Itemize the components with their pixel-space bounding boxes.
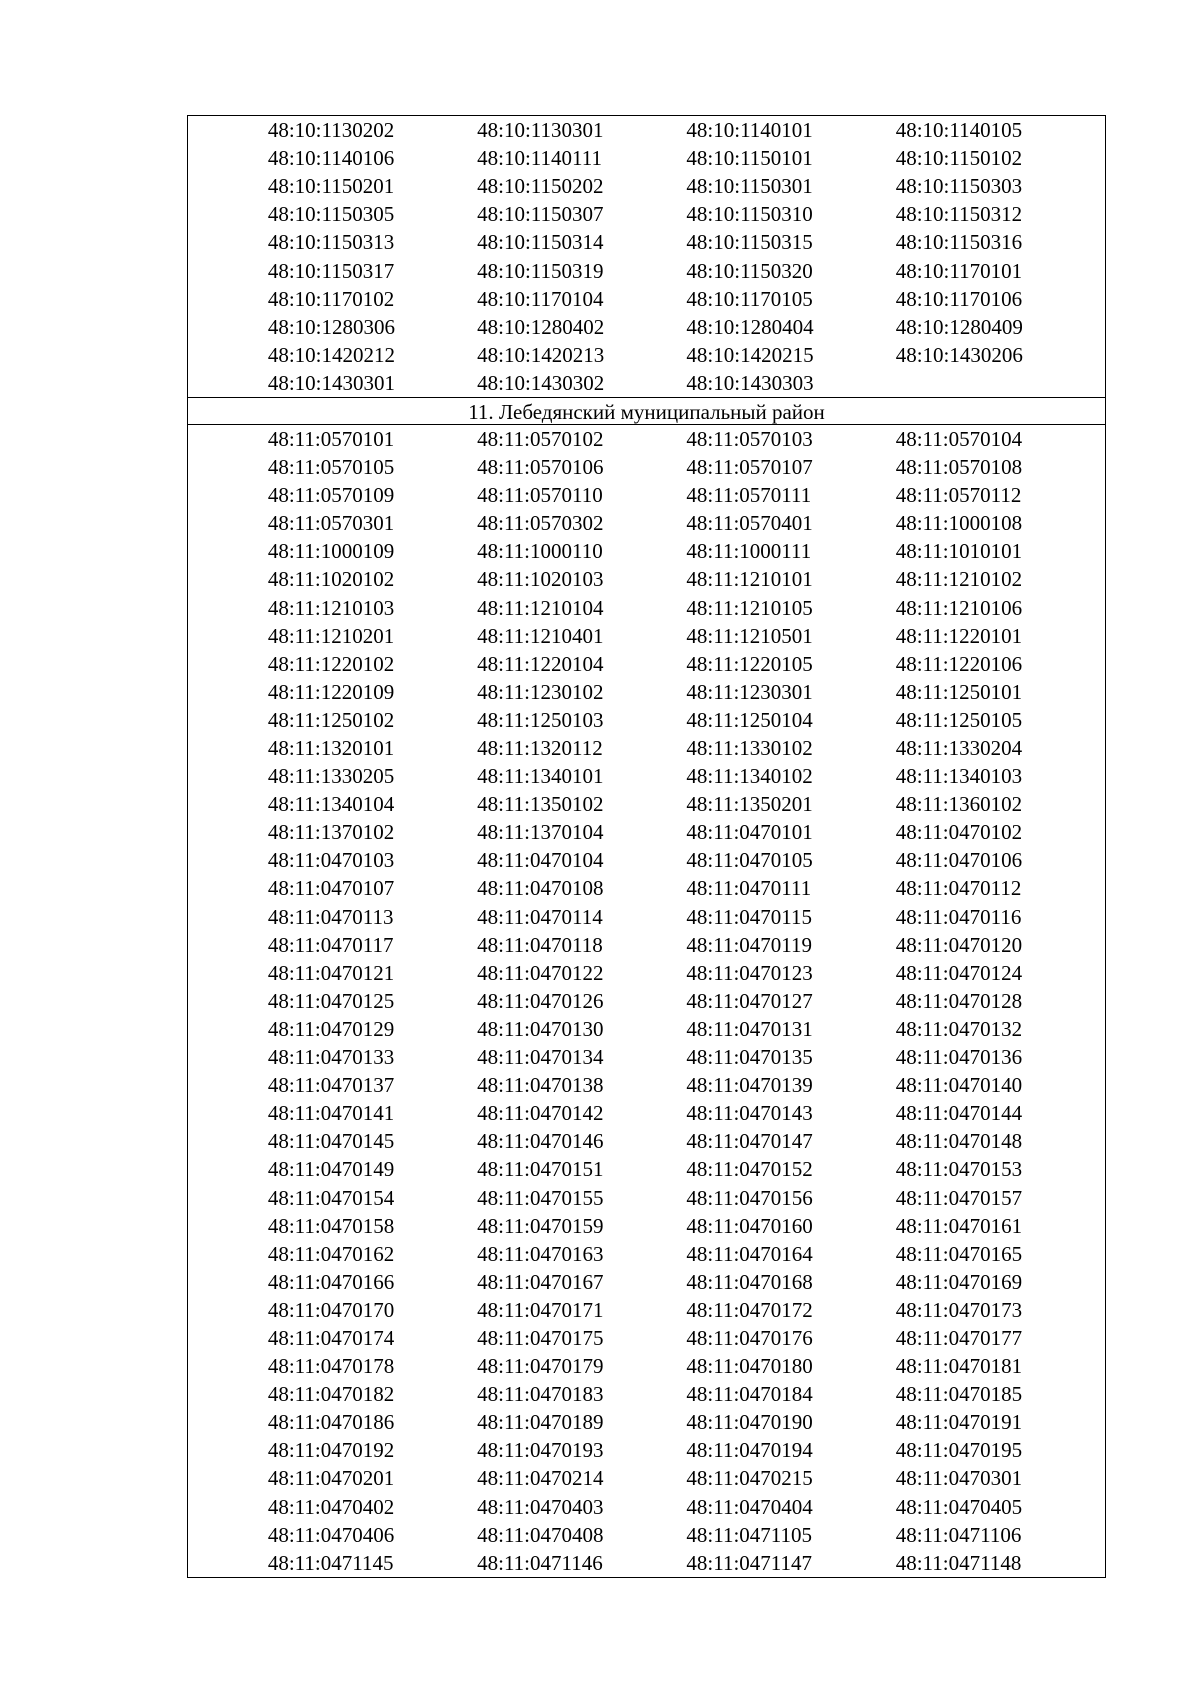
cadastral-number-cell: 48:11:0570112 — [895, 483, 1022, 508]
cadastral-number-cell: 48:11:0470123 — [686, 960, 813, 985]
cadastral-number-cell: 48:11:0470168 — [686, 1269, 813, 1294]
table-row — [188, 1043, 1105, 1071]
cadastral-number-cell: 48:11:0470174 — [267, 1325, 395, 1350]
cadastral-number-cell: 48:10:1420212 — [267, 342, 395, 367]
cadastral-number-cell: 48:11:0470152 — [686, 1157, 813, 1182]
table-row — [188, 313, 1105, 341]
cadastral-number-cell: 48:11:0570302 — [477, 511, 604, 536]
cadastral-number-cell: 48:11:0470192 — [267, 1438, 395, 1463]
cadastral-number-cell: 48:11:0570103 — [686, 426, 813, 451]
cadastral-number-cell: 48:11:0470104 — [477, 848, 604, 873]
table-row — [188, 1380, 1105, 1408]
cadastral-number-cell: 48:11:0570104 — [895, 426, 1023, 451]
cadastral-number-cell: 48:10:1150101 — [686, 146, 813, 171]
cadastral-number-cell: 48:11:0470165 — [895, 1241, 1023, 1266]
cadastral-number-cell: 48:11:0471145 — [267, 1550, 394, 1575]
cadastral-number-cell: 48:10:1430206 — [895, 342, 1023, 367]
cadastral-number-cell: 48:11:0470127 — [686, 988, 813, 1013]
cadastral-number-cell: 48:11:0470214 — [477, 1466, 604, 1491]
cadastral-number-cell: 48:10:1140111 — [477, 146, 602, 171]
cadastral-number-cell: 48:11:0470134 — [477, 1045, 604, 1070]
cadastral-number-cell: 48:11:1350102 — [477, 792, 604, 817]
cadastral-number-cell: 48:11:0470403 — [477, 1494, 604, 1519]
table-row — [188, 1099, 1105, 1127]
table-row — [188, 846, 1105, 874]
cadastral-number-cell: 48:11:0470408 — [477, 1522, 604, 1547]
cadastral-number-cell: 48:11:1350201 — [686, 792, 813, 817]
cadastral-number-cell: 48:11:0570401 — [686, 511, 813, 536]
cadastral-number-cell: 48:11:0470112 — [895, 876, 1022, 901]
cadastral-number-cell: 48:11:0470133 — [267, 1045, 395, 1070]
cadastral-number-cell: 48:11:1330102 — [686, 736, 813, 761]
cadastral-number-cell: 48:11:0470172 — [686, 1297, 813, 1322]
cadastral-number-cell: 48:11:0470129 — [267, 1016, 395, 1041]
cadastral-number-cell: 48:11:0470179 — [477, 1354, 604, 1379]
cadastral-number-cell: 48:11:1220101 — [895, 623, 1023, 648]
cadastral-number-cell: 48:11:0470301 — [895, 1466, 1023, 1491]
cadastral-number-cell: 48:11:0470128 — [895, 988, 1023, 1013]
cadastral-number-cell: 48:11:0470181 — [895, 1354, 1023, 1379]
cadastral-number-cell: 48:11:1360102 — [895, 792, 1023, 817]
section-body — [188, 425, 1105, 1577]
cadastral-number-cell: 48:11:1220102 — [267, 651, 395, 676]
cadastral-number-cell: 48:11:0470173 — [895, 1297, 1023, 1322]
cadastral-number-cell: 48:11:0470195 — [895, 1438, 1023, 1463]
cadastral-number-cell: 48:11:0470171 — [477, 1297, 604, 1322]
cadastral-table — [187, 115, 1106, 1578]
cadastral-number-cell: 48:11:1020103 — [477, 567, 604, 592]
cadastral-number-cell: 48:11:0470146 — [477, 1129, 604, 1154]
cadastral-number-cell: 48:10:1150305 — [267, 202, 395, 227]
cadastral-number-cell: 48:11:0470122 — [477, 960, 604, 985]
table-row — [188, 285, 1105, 313]
cadastral-number-cell: 48:11:1370102 — [267, 820, 395, 845]
cadastral-number-cell: 48:11:1250105 — [895, 707, 1023, 732]
table-row — [188, 650, 1105, 678]
cadastral-number-cell: 48:11:1210106 — [895, 595, 1023, 620]
cadastral-number-cell: 48:10:1140106 — [267, 146, 395, 171]
cadastral-number-cell: 48:11:0470106 — [895, 848, 1023, 873]
cadastral-number-cell: 48:11:0470190 — [686, 1410, 813, 1435]
cadastral-number-cell: 48:11:0471147 — [686, 1550, 813, 1575]
cadastral-number-cell: 48:10:1170104 — [477, 286, 604, 311]
cadastral-number-cell: 48:11:0470126 — [477, 988, 604, 1013]
cadastral-number-cell: 48:11:0470194 — [686, 1438, 813, 1463]
cadastral-number-cell: 48:10:1430303 — [686, 370, 814, 395]
cadastral-number-cell: 48:11:1250104 — [686, 707, 813, 732]
cadastral-number-cell: 48:11:1330205 — [267, 764, 395, 789]
cadastral-number-cell: 48:11:1210201 — [267, 623, 395, 648]
cadastral-number-cell: 48:10:1150319 — [477, 258, 604, 283]
table-row — [188, 1324, 1105, 1352]
cadastral-number-cell: 48:11:0470170 — [267, 1297, 395, 1322]
table-row — [188, 706, 1105, 734]
cadastral-number-cell: 48:11:0470175 — [477, 1325, 604, 1350]
cadastral-number-cell: 48:11:1250102 — [267, 707, 395, 732]
table-row — [188, 987, 1105, 1015]
cadastral-number-cell: 48:11:1250103 — [477, 707, 604, 732]
table-row — [188, 1352, 1105, 1380]
cadastral-number-cell: 48:11:0470153 — [895, 1157, 1023, 1182]
cadastral-number-cell: 48:11:1230102 — [477, 679, 604, 704]
table-row — [188, 1296, 1105, 1324]
cadastral-number-cell: 48:11:0470154 — [267, 1185, 395, 1210]
cadastral-number-cell: 48:11:0470160 — [686, 1213, 813, 1238]
cadastral-number-cell: 48:11:0470404 — [686, 1494, 813, 1519]
table-row — [188, 678, 1105, 706]
cadastral-number-cell: 48:11:0570111 — [686, 483, 812, 508]
cadastral-number-cell: 48:11:0570110 — [477, 483, 603, 508]
table-row — [188, 1015, 1105, 1043]
cadastral-number-cell: 48:11:0570101 — [267, 426, 395, 451]
cadastral-number-cell: 48:11:0470131 — [686, 1016, 813, 1041]
table-row — [188, 1183, 1105, 1211]
cadastral-number-cell: 48:11:0470116 — [895, 904, 1022, 929]
cadastral-number-cell: 48:10:1150303 — [895, 174, 1023, 199]
cadastral-number-cell: 48:11:0470185 — [895, 1382, 1023, 1407]
cadastral-number-cell: 48:11:0470189 — [477, 1410, 604, 1435]
cadastral-number-cell: 48:11:0470144 — [895, 1101, 1023, 1126]
cadastral-number-cell: 48:11:1320112 — [477, 736, 603, 761]
cadastral-number-cell: 48:11:0470148 — [895, 1129, 1023, 1154]
cadastral-number-cell: 48:11:0470183 — [477, 1382, 604, 1407]
cadastral-number-cell: 48:11:0470119 — [686, 932, 813, 957]
table-row — [188, 734, 1105, 762]
table-row — [188, 565, 1105, 593]
cadastral-number-cell: 48:10:1150316 — [895, 230, 1023, 255]
section-body — [188, 116, 1105, 397]
cadastral-number-cell: 48:11:0471148 — [895, 1550, 1022, 1575]
table-row — [188, 116, 1105, 144]
cadastral-number-cell: 48:11:1000109 — [267, 539, 395, 564]
cadastral-number-cell: 48:10:1430302 — [477, 370, 605, 395]
cadastral-number-cell: 48:11:0470215 — [686, 1466, 813, 1491]
cadastral-number-cell: 48:10:1150314 — [477, 230, 604, 255]
cadastral-number-cell: 48:11:0470157 — [895, 1185, 1023, 1210]
table-row — [188, 1268, 1105, 1296]
cadastral-number-cell: 48:11:1210103 — [267, 595, 395, 620]
table-row — [188, 931, 1105, 959]
cadastral-number-cell: 48:11:0470114 — [477, 904, 603, 929]
cadastral-number-cell: 48:10:1130301 — [477, 118, 604, 143]
cadastral-number-cell: 48:10:1130202 — [267, 118, 395, 143]
cadastral-number-cell: 48:10:1170102 — [267, 286, 395, 311]
table-row — [188, 144, 1105, 172]
cadastral-number-cell: 48:10:1150102 — [895, 146, 1023, 171]
table-row — [188, 256, 1105, 284]
table-row — [188, 341, 1105, 369]
cadastral-number-cell: 48:10:1150317 — [267, 258, 395, 283]
cadastral-number-cell: 48:11:0470125 — [267, 988, 395, 1013]
cadastral-number-cell: 48:11:1220105 — [686, 651, 813, 676]
table-row — [188, 1436, 1105, 1464]
cadastral-number-cell: 48:11:0470155 — [477, 1185, 604, 1210]
cadastral-number-cell: 48:10:1280306 — [267, 314, 395, 339]
cadastral-number-cell: 48:11:0570108 — [895, 455, 1023, 480]
cadastral-number-cell: 48:11:0470118 — [477, 932, 603, 957]
cadastral-number-cell: 48:11:0470161 — [895, 1213, 1023, 1238]
cadastral-number-cell: 48:11:1210104 — [477, 595, 604, 620]
table-row — [188, 762, 1105, 790]
cadastral-number-cell: 48:10:1280402 — [477, 314, 605, 339]
cadastral-number-cell: 48:11:0470163 — [477, 1241, 604, 1266]
table-row — [188, 1464, 1105, 1492]
cadastral-number-cell: 48:10:1140101 — [686, 118, 813, 143]
table-row — [188, 594, 1105, 622]
cadastral-number-cell: 48:10:1150312 — [895, 202, 1023, 227]
cadastral-number-cell: 48:11:0570106 — [477, 455, 604, 480]
cadastral-number-cell: 48:11:1340101 — [477, 764, 604, 789]
cadastral-number-cell: 48:11:0470103 — [267, 848, 395, 873]
cadastral-number-cell: 48:11:0470102 — [895, 820, 1023, 845]
table-row — [188, 172, 1105, 200]
cadastral-number-cell: 48:10:1420213 — [477, 342, 605, 367]
cadastral-number-cell: 48:11:1000110 — [477, 539, 603, 564]
cadastral-number-cell: 48:11:1320101 — [267, 736, 395, 761]
cadastral-number-cell: 48:11:0470193 — [477, 1438, 604, 1463]
cadastral-number-cell: 48:11:0570102 — [477, 426, 604, 451]
cadastral-number-cell: 48:11:0470184 — [686, 1382, 813, 1407]
cadastral-number-cell: 48:11:1220109 — [267, 679, 395, 704]
cadastral-number-cell: 48:11:0470113 — [267, 904, 394, 929]
cadastral-number-cell: 48:10:1150320 — [686, 258, 813, 283]
table-row — [188, 1521, 1105, 1549]
cadastral-number-cell: 48:11:1210102 — [895, 567, 1023, 592]
cadastral-number-cell: 48:10:1280404 — [686, 314, 814, 339]
cadastral-number-cell: 48:11:1220104 — [477, 651, 604, 676]
cadastral-number-cell: 48:11:0470120 — [895, 932, 1023, 957]
cadastral-number-cell: 48:11:0470142 — [477, 1101, 604, 1126]
cadastral-number-cell: 48:11:0470121 — [267, 960, 395, 985]
cadastral-number-cell: 48:11:0470164 — [686, 1241, 813, 1266]
cadastral-number-cell: 48:11:1340104 — [267, 792, 395, 817]
cadastral-number-cell: 48:11:0470182 — [267, 1382, 395, 1407]
table-row — [188, 1212, 1105, 1240]
cadastral-number-cell: 48:10:1150307 — [477, 202, 604, 227]
cadastral-number-cell: 48:11:0470138 — [477, 1073, 604, 1098]
cadastral-number-cell: 48:11:0470402 — [267, 1494, 395, 1519]
cadastral-number-cell: 48:11:0470156 — [686, 1185, 813, 1210]
table-row — [188, 453, 1105, 481]
table-row — [188, 1408, 1105, 1436]
table-row — [188, 1071, 1105, 1099]
cadastral-number-cell: 48:10:1150202 — [477, 174, 604, 199]
cadastral-number-cell: 48:11:0470405 — [895, 1494, 1023, 1519]
cadastral-number-cell: 48:11:0470115 — [686, 904, 813, 929]
cadastral-number-cell: 48:10:1140105 — [895, 118, 1023, 143]
table-row — [188, 1127, 1105, 1155]
table-row — [188, 228, 1105, 256]
cadastral-number-cell: 48:11:0471146 — [477, 1550, 603, 1575]
table-row — [188, 1549, 1105, 1577]
cadastral-number-cell: 48:10:1430301 — [267, 370, 395, 395]
table-row — [188, 481, 1105, 509]
cadastral-number-cell: 48:11:0470149 — [267, 1157, 395, 1182]
table-row — [188, 1493, 1105, 1521]
cadastral-number-cell: 48:10:1280409 — [895, 314, 1023, 339]
cadastral-number-cell: 48:11:0470158 — [267, 1213, 395, 1238]
cadastral-number-cell: 48:11:0471105 — [686, 1522, 813, 1547]
cadastral-number-cell: 48:10:1420215 — [686, 342, 814, 367]
cadastral-number-cell: 48:11:0470406 — [267, 1522, 395, 1547]
cadastral-number-cell: 48:11:0470135 — [686, 1045, 813, 1070]
cadastral-number-cell: 48:11:1000111 — [686, 539, 812, 564]
table-row — [188, 874, 1105, 902]
cadastral-number-cell: 48:10:1150315 — [686, 230, 813, 255]
cadastral-number-cell: 48:11:0470159 — [477, 1213, 604, 1238]
cadastral-number-cell: 48:11:0470143 — [686, 1101, 813, 1126]
cadastral-number-cell: 48:11:1210501 — [686, 623, 813, 648]
cadastral-number-cell: 48:10:1170105 — [686, 286, 813, 311]
table-row — [188, 622, 1105, 650]
cadastral-number-cell: 48:11:1340102 — [686, 764, 813, 789]
cadastral-number-cell: 48:11:1230301 — [686, 679, 813, 704]
cadastral-number-cell: 48:11:1020102 — [267, 567, 395, 592]
cadastral-number-cell: 48:11:0470107 — [267, 876, 395, 901]
section-header: 11. Лебедянский муниципальный район — [188, 397, 1105, 425]
cadastral-number-cell: 48:11:0470178 — [267, 1354, 395, 1379]
cadastral-number-cell: 48:11:0471106 — [895, 1522, 1022, 1547]
cadastral-number-cell: 48:11:0470140 — [895, 1073, 1023, 1098]
cadastral-number-cell: 48:11:0470169 — [895, 1269, 1023, 1294]
cadastral-number-cell: 48:11:1210401 — [477, 623, 604, 648]
cadastral-number-cell: 48:11:0470186 — [267, 1410, 395, 1435]
cadastral-number-cell: 48:11:1010101 — [895, 539, 1023, 564]
cadastral-number-cell: 48:11:1330204 — [895, 736, 1023, 761]
cadastral-number-cell: 48:10:1170101 — [895, 258, 1023, 283]
cadastral-number-cell: 48:11:0470130 — [477, 1016, 604, 1041]
cadastral-number-cell: 48:11:0470132 — [895, 1016, 1023, 1041]
cadastral-number-cell: 48:11:1250101 — [895, 679, 1023, 704]
cadastral-number-cell: 48:11:0470176 — [686, 1325, 813, 1350]
table-row — [188, 425, 1105, 453]
cadastral-number-cell: 48:11:0470167 — [477, 1269, 604, 1294]
cadastral-number-cell: 48:11:1340103 — [895, 764, 1023, 789]
cadastral-number-cell: 48:11:0470201 — [267, 1466, 395, 1491]
cadastral-number-cell: 48:11:0570107 — [686, 455, 813, 480]
cadastral-number-cell: 48:11:0470101 — [686, 820, 813, 845]
cadastral-number-cell: 48:10:1150313 — [267, 230, 395, 255]
table-row — [188, 959, 1105, 987]
cadastral-number-cell: 48:10:1150301 — [686, 174, 813, 199]
cadastral-number-cell: 48:11:0470108 — [477, 876, 604, 901]
cadastral-number-cell: 48:11:0470145 — [267, 1129, 395, 1154]
cadastral-number-cell: 48:11:0470177 — [895, 1325, 1023, 1350]
cadastral-number-cell: 48:11:0470124 — [895, 960, 1023, 985]
cadastral-number-cell: 48:11:0570105 — [267, 455, 395, 480]
cadastral-number-cell: 48:11:1210105 — [686, 595, 813, 620]
cadastral-number-cell: 48:11:0470166 — [267, 1269, 395, 1294]
cadastral-number-cell: 48:11:0470139 — [686, 1073, 813, 1098]
cadastral-number-cell: 48:11:0470151 — [477, 1157, 604, 1182]
cadastral-number-cell: 48:11:0470137 — [267, 1073, 395, 1098]
table-row — [188, 369, 1105, 397]
cadastral-number-cell: 48:11:0470162 — [267, 1241, 395, 1266]
table-row — [188, 903, 1105, 931]
cadastral-number-cell: 48:10:1150310 — [686, 202, 813, 227]
cadastral-number-cell: 48:11:1210101 — [686, 567, 813, 592]
cadastral-number-cell: 48:11:1370104 — [477, 820, 604, 845]
cadastral-number-cell: 48:11:0470191 — [895, 1410, 1023, 1435]
cadastral-number-cell: 48:11:0470105 — [686, 848, 813, 873]
cadastral-number-cell: 48:11:0570109 — [267, 483, 395, 508]
cadastral-number-cell: 48:10:1170106 — [895, 286, 1023, 311]
cadastral-number-cell: 48:10:1150201 — [267, 174, 395, 199]
cadastral-number-cell: 48:11:0470117 — [267, 932, 394, 957]
cadastral-number-cell: 48:11:1220106 — [895, 651, 1023, 676]
table-row — [188, 509, 1105, 537]
table-row — [188, 1155, 1105, 1183]
cadastral-number-cell: 48:11:0470136 — [895, 1045, 1023, 1070]
cadastral-number-cell: 48:11:0570301 — [267, 511, 395, 536]
cadastral-number-cell: 48:11:0470111 — [686, 876, 812, 901]
table-row — [188, 537, 1105, 565]
cadastral-number-cell: 48:11:0470141 — [267, 1101, 395, 1126]
table-row — [188, 200, 1105, 228]
table-row — [188, 790, 1105, 818]
table-row — [188, 818, 1105, 846]
cadastral-number-cell: 48:11:0470147 — [686, 1129, 813, 1154]
table-row — [188, 1240, 1105, 1268]
cadastral-number-cell: 48:11:0470180 — [686, 1354, 813, 1379]
cadastral-number-cell: 48:11:1000108 — [895, 511, 1023, 536]
